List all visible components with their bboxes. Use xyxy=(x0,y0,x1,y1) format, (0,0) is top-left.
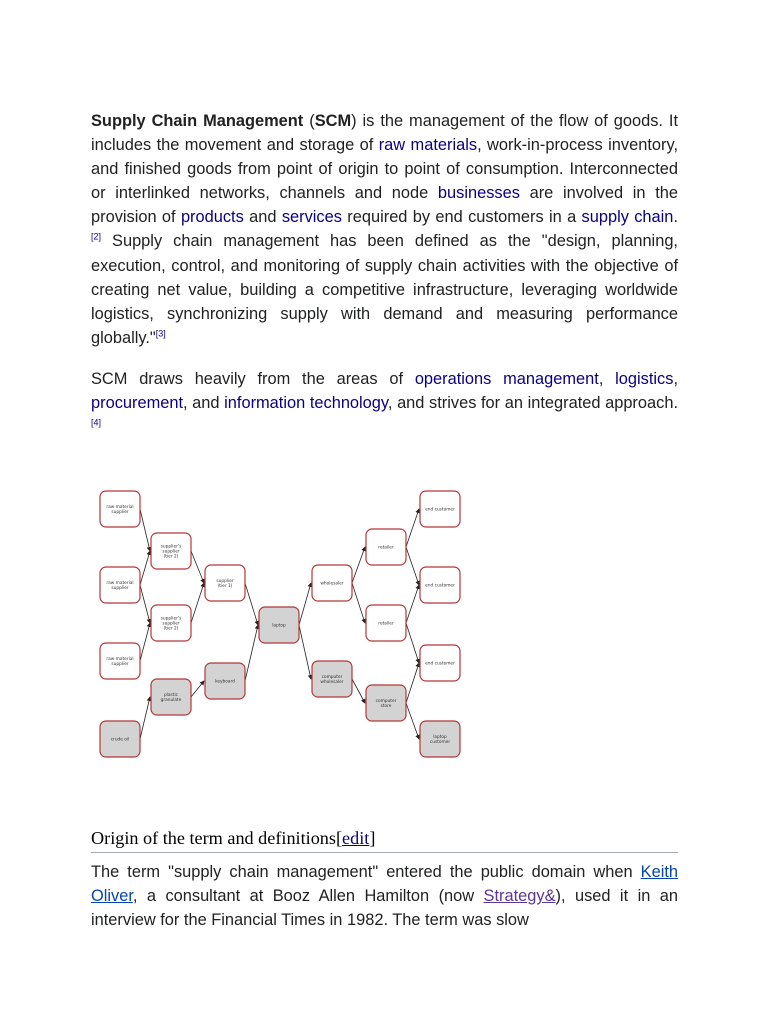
text: . xyxy=(673,208,678,227)
link-operations-management[interactable]: operations management xyxy=(414,369,599,388)
diagram-arrow xyxy=(140,623,150,661)
diagram-node-keyboard xyxy=(205,663,245,699)
diagram-node-label: supplier xyxy=(216,578,234,584)
text: , a consultant at Booz Allen Hamilton (now xyxy=(132,887,484,906)
link-businesses[interactable]: businesses xyxy=(437,184,520,203)
diagram-node-label: keyboard xyxy=(215,679,235,685)
diagram-arrow xyxy=(406,547,419,585)
diagram-node-plastic xyxy=(151,679,191,715)
diagram-node-ec2 xyxy=(420,567,460,603)
text: ), used it in an interview for the Financial Times in 1982. The term was slow xyxy=(91,887,678,930)
text: Supply chain management has been defined as the "design, planning, execution, control, and monitoring of supply chain activities with the objective of creating net value, building a competitive infrastructure, leveraging worldwide logistics, synchronizing supply with demand and measuring performance globally." xyxy=(91,232,678,347)
text: , xyxy=(598,369,616,388)
text: , xyxy=(673,369,678,388)
diagram-arrow xyxy=(352,679,365,703)
diagram-node-label: supplier xyxy=(111,586,129,592)
diagram-arrow xyxy=(245,625,258,681)
diagram-arrow xyxy=(352,547,365,583)
diagram-node-label: wholesaler xyxy=(320,581,344,587)
diagram-node-label: raw material xyxy=(106,656,134,662)
diagram-node-ss1 xyxy=(151,533,191,569)
diagram-node-lc xyxy=(420,721,460,757)
diagram-arrow xyxy=(191,583,204,623)
diagram-arrow xyxy=(299,625,311,679)
diagram-node-label: supplier xyxy=(111,662,129,668)
article-body xyxy=(91,109,678,439)
text: ) is the management of the flow of goods. It includes the movement and storage of xyxy=(91,112,679,155)
origin-paragraph xyxy=(91,860,678,932)
diagram-node-label: (tier 2) xyxy=(163,626,179,632)
heading-title: Origin of the term and definitions xyxy=(91,828,336,848)
link-supply-chain[interactable]: supply chain xyxy=(581,208,674,227)
diagram-arrow xyxy=(140,551,150,585)
diagram-node-label: laptop xyxy=(272,623,286,629)
text: , work-in-process inventory, and finished goods from point of origin to point of consumption. Interconnected or interlinked networks, channels and node xyxy=(91,136,678,203)
diagram-node-label: computer xyxy=(321,674,343,680)
diagram-node-label: customer xyxy=(429,740,451,746)
diagram-node-crude xyxy=(100,721,140,757)
diagram-arrow xyxy=(140,697,150,739)
diagram-arrow xyxy=(406,585,419,623)
diagram-arrow xyxy=(299,583,311,625)
diagram-node-label: crude oil xyxy=(110,737,130,743)
diagram-node-cs xyxy=(366,685,406,721)
diagram-node-ss2 xyxy=(151,605,191,641)
diagram-node-label: store xyxy=(380,704,392,710)
diagram-node-sup1 xyxy=(205,565,245,601)
diagram-node-cw xyxy=(312,661,352,697)
diagram-node-label: computer xyxy=(375,698,397,704)
second-paragraph xyxy=(91,367,678,439)
diagram-node-label: raw material xyxy=(106,504,134,510)
diagram-node-label: retailer xyxy=(378,621,394,627)
diagram-node-raw3 xyxy=(100,643,140,679)
link-products[interactable]: products xyxy=(180,208,244,227)
diagram-arrow xyxy=(191,681,204,697)
reference-4[interactable]: [4] xyxy=(91,417,102,428)
diagram-node-label: end customer xyxy=(425,661,455,667)
reference-3[interactable]: [3] xyxy=(155,328,166,339)
text: required by end customers in a xyxy=(341,208,582,227)
diagram-arrow xyxy=(352,583,365,623)
text: The term "supply chain management" entered the public domain when xyxy=(91,863,641,881)
diagram-node-label: supplier xyxy=(162,549,180,555)
diagram-node-label: (tier 1) xyxy=(217,584,233,590)
edit-link[interactable]: edit xyxy=(342,828,370,848)
term-bold: Supply Chain Management xyxy=(91,112,304,130)
diagram-arrow xyxy=(191,551,204,583)
reference-2[interactable]: [2] xyxy=(91,232,102,242)
diagram-node-label: end customer xyxy=(425,507,455,513)
diagram-node-retailer2 xyxy=(366,605,406,641)
diagram-arrow xyxy=(245,583,258,625)
link-procurement[interactable]: procurement xyxy=(91,394,184,413)
diagram-node-retailer1 xyxy=(366,529,406,565)
diagram-node-label: supplier xyxy=(162,621,180,627)
text: ( xyxy=(303,112,315,130)
diagram-node-label: plastic xyxy=(163,692,179,698)
link-keith-oliver[interactable]: Keith Oliver xyxy=(91,863,678,906)
diagram-node-label: raw material xyxy=(106,580,134,586)
diagram-node-ec3 xyxy=(420,645,460,681)
diagram-arrow xyxy=(406,509,419,547)
diagram-node-label: granulate xyxy=(160,698,182,704)
text: , and strives for an integrated approach. xyxy=(387,394,678,413)
abbr-bold: SCM xyxy=(314,112,352,130)
bracket: ] xyxy=(369,828,376,848)
diagram-arrow xyxy=(406,663,419,703)
link-strategy[interactable]: Strategy& xyxy=(483,887,556,906)
bracket: [ xyxy=(335,828,343,848)
link-logistics[interactable]: logistics xyxy=(615,369,674,388)
diagram-node-label: (tier 2) xyxy=(163,554,179,560)
link-services[interactable]: services xyxy=(281,208,342,227)
diagram-node-laptop xyxy=(259,607,299,643)
diagram-node-label: laptop xyxy=(433,734,447,740)
diagram-node-label: supplier xyxy=(111,510,129,516)
diagram-arrow xyxy=(140,509,150,551)
diagram-arrow xyxy=(406,623,419,663)
text: SCM draws heavily from the areas of xyxy=(91,369,415,388)
diagram-node-label: supplier's xyxy=(160,544,182,550)
diagram-node-wholesaler xyxy=(312,565,352,601)
diagram-node-label: wholesaler xyxy=(320,680,344,686)
text: are involved in the provision of xyxy=(91,184,678,227)
link-raw-materials[interactable]: raw materials xyxy=(378,136,478,155)
diagram-arrow xyxy=(140,585,150,623)
section-heading xyxy=(91,826,678,853)
intro-paragraph xyxy=(91,109,678,350)
link-information-technology[interactable]: information technology xyxy=(224,394,388,413)
diagram-node-label: end customer xyxy=(425,583,455,589)
diagram-node-label: retailer xyxy=(378,545,394,551)
diagram-node-raw2 xyxy=(100,567,140,603)
diagram-node-ec1 xyxy=(420,491,460,527)
text: and xyxy=(243,208,282,227)
text: , and xyxy=(183,394,225,413)
diagram-node-label: supplier's xyxy=(160,616,182,622)
diagram-arrow xyxy=(406,703,419,739)
supply-chain-diagram xyxy=(94,485,464,770)
diagram-node-raw1 xyxy=(100,491,140,527)
